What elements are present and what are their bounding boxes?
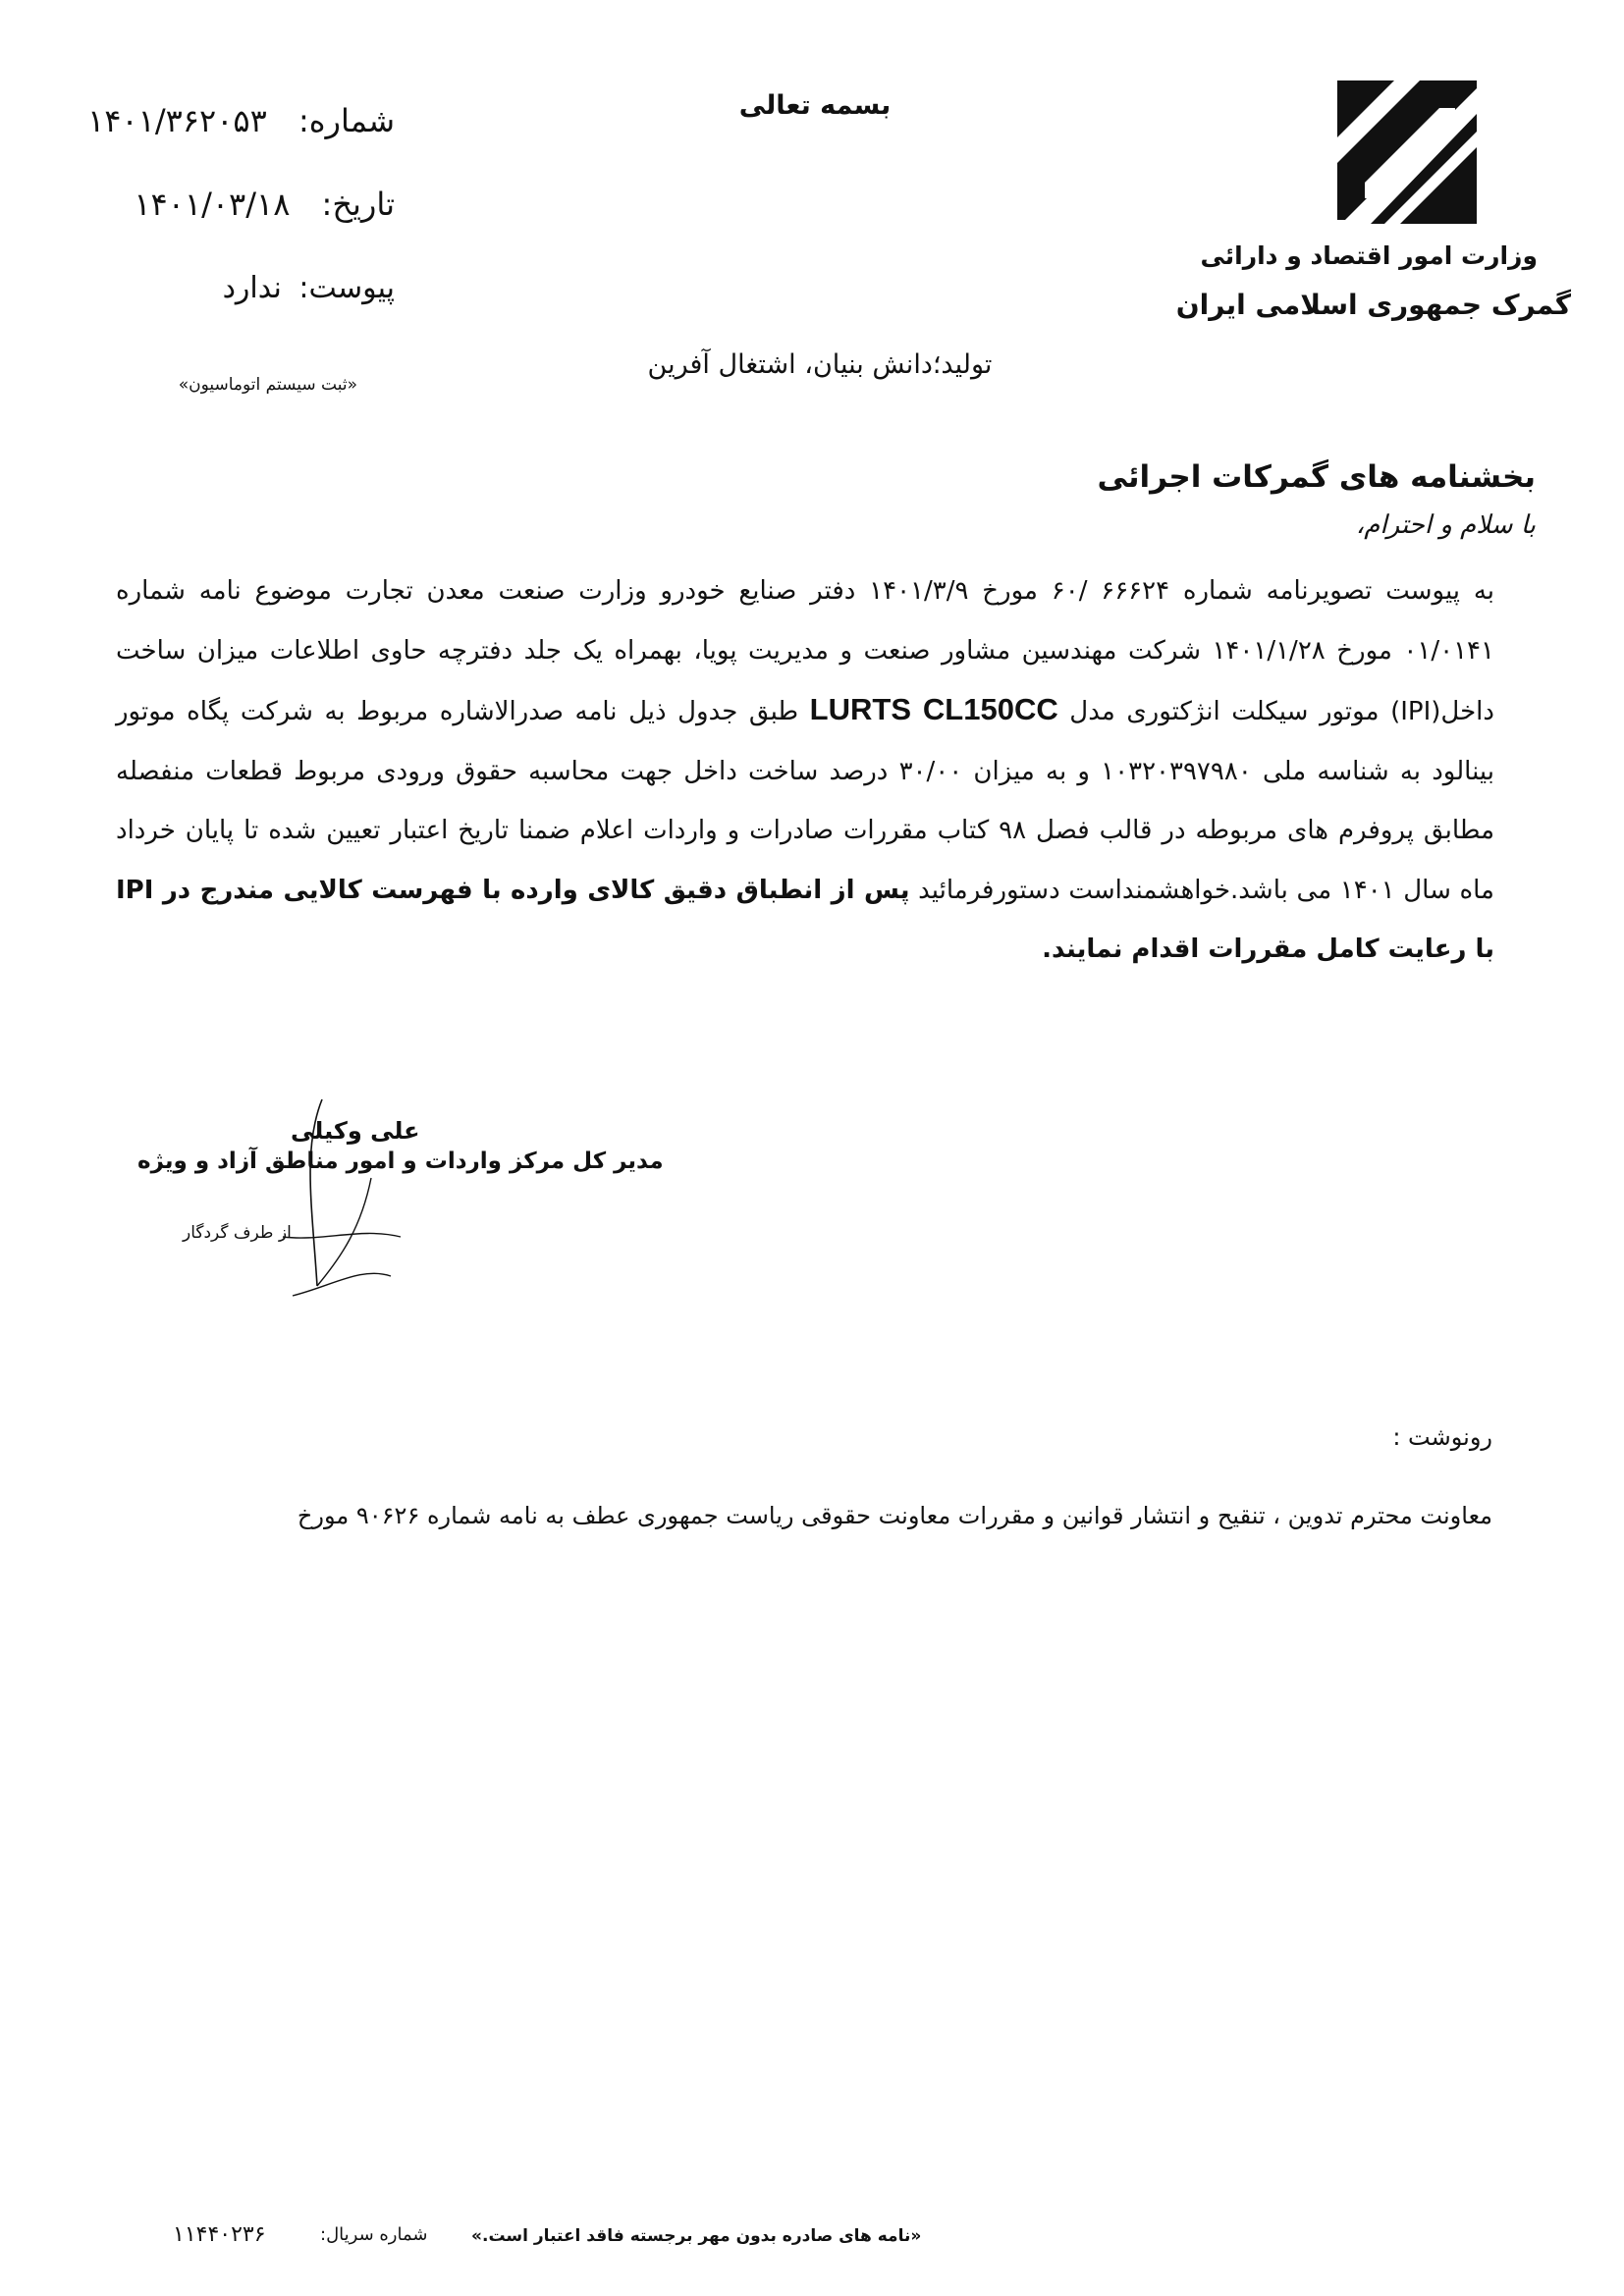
automation-registration-note: «ثبت سیستم اتوماسیون» [178, 375, 357, 395]
letter-number-row [87, 102, 395, 139]
organization-name: گمرک جمهوری اسلامی ایران [1175, 289, 1571, 321]
circular-title: بخشنامه های گمرکات اجرائی [1097, 459, 1536, 495]
attachment-row [223, 271, 395, 305]
letter-body [116, 561, 1494, 980]
letter-date-row [134, 186, 395, 223]
customs-logo [1337, 80, 1477, 224]
signatory-name: علی وکیلی [291, 1117, 420, 1145]
body-part-3: طبق جدول ذیل نامه صدرالاشاره مربوط به شرکت پگاه موتور بینالود به شناسه ملی ۱۰۳۲۰۳۹۷۹۸۰ و به میزان ۳۰/۰۰ درصد ساخت داخل جهت محاسبه حقوق ورودی مربوط قطعات منفصله مطابق پروفرم های مربوطه در قالب فصل ۹۸ کتاب مقررات صادرات و واردات اعلام ضمنا تاریخ اعتبار تعیین شده تا پایان خرداد ماه سال ۱۴۰۱ می باشد.خواهشمنداست دستورفرمائید [116, 697, 1495, 905]
body-ipi: (IPI) [1390, 697, 1441, 726]
body-part-1: به پیوست تصویرنامه شماره ۶۶۶۲۴ /۶۰ مورخ ۱۴۰۱/۳/۹ دفتر صنایع خودرو وزارت صنعت معدن تجارت موضوع نامه شماره ۰۱/۰۱۴۱ مورخ ۱۴۰۱/۱/۲۸ شرکت مهندسین مشاور صنعت و مدیریت پویا، بهمراه یک جلد دفترچه حاوی اطلاعات میزان ساخت داخل [116, 576, 1495, 726]
greeting: با سلام و احترام، [1355, 510, 1536, 540]
letter-number-label: شماره: [298, 102, 395, 139]
slogan: تولید؛دانش بنیان، اشتغال آفرین [647, 349, 993, 380]
body-part-2: موتور سیکلت انژکتوری مدل [1069, 697, 1380, 726]
copies-label: رونوشت : [1392, 1423, 1492, 1451]
signatory-title: مدیر کل مرکز واردات و امور مناطق آزاد و ویژه [137, 1148, 664, 1174]
footer-validity-note: «نامه های صادره بدون مهر برجسته فاقد اعتبار است.» [471, 2226, 922, 2246]
bismillah-heading: بسمه تعالی [738, 90, 892, 121]
signature-on-behalf: از طرف گردگار [183, 1223, 292, 1243]
attachment-label: پیوست: [298, 271, 395, 305]
serial-number-label: شماره سریال: [320, 2224, 428, 2245]
body-part-4-bold: پس از انطباق دقیق کالای وارده با فهرست کالایی مندرج در IPI با رعایت کامل مقررات اقدام نمایند. [116, 875, 1494, 964]
copy-recipient: معاونت محترم تدوین ، تنقیح و انتشار قوانین و مقررات معاونت حقوقی ریاست جمهوری عطف به نامه شماره ۹۰۶۲۶ مورخ [297, 1502, 1492, 1529]
serial-number-value: ۱۱۴۴۰۲۳۶ [173, 2222, 266, 2247]
letter-date-label: تاریخ: [321, 186, 395, 223]
motorcycle-model: LURTS CL150CC [809, 692, 1058, 726]
letter-number-value: ۱۴۰۱/۳۶۲۰۵۳ [87, 102, 267, 139]
letter-date-value: ۱۴۰۱/۰۳/۱۸ [134, 186, 291, 223]
attachment-value: ندارد [222, 271, 282, 305]
ministry-name: وزارت امور اقتصاد و دارائی [1200, 241, 1538, 270]
